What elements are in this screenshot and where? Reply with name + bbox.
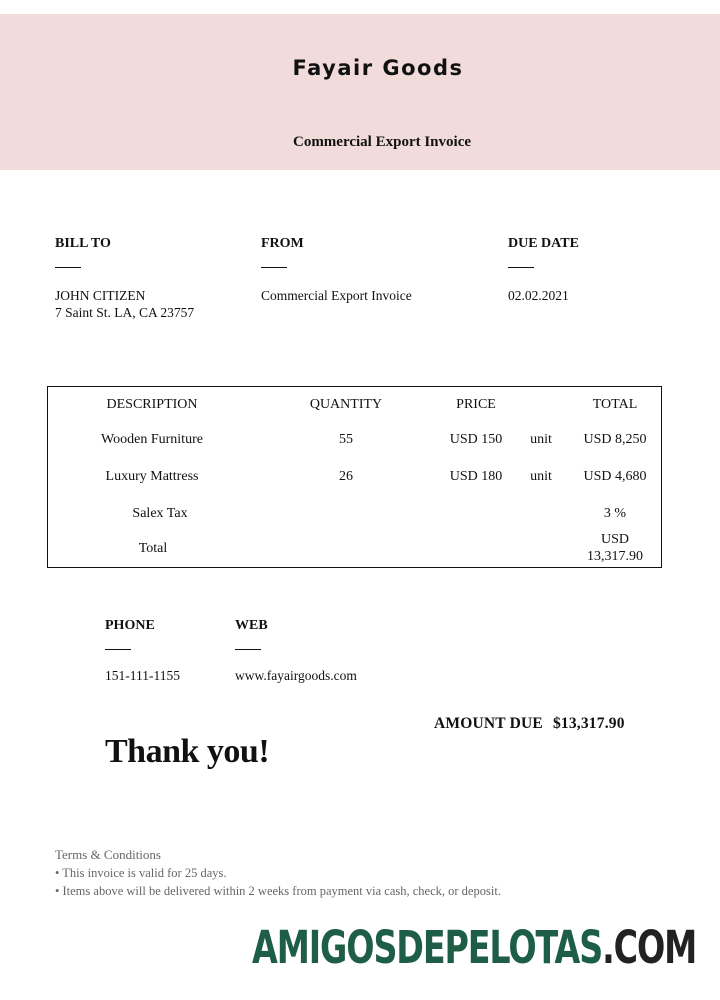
- web-divider: [235, 649, 261, 650]
- amount-due-value: $13,317.90: [552, 715, 625, 732]
- row-1-quantity: 55: [339, 432, 353, 447]
- row-1-description: Wooden Furniture: [101, 432, 203, 447]
- bill-to-address: 7 Saint St. LA, CA 23757: [55, 305, 195, 320]
- site-watermark: [252, 921, 696, 974]
- phone-divider: [105, 649, 131, 650]
- web-label: WEB: [235, 618, 268, 633]
- thank-you-message: Thank you!: [105, 733, 270, 770]
- invoice-header: [0, 14, 720, 170]
- watermark-tld: .COM: [601, 921, 696, 974]
- tax-label: Salex Tax: [132, 506, 188, 521]
- terms-list: [55, 865, 501, 900]
- line-items-table: [47, 386, 662, 568]
- phone-value: 151-111-1155: [105, 668, 180, 683]
- header-quantity: QUANTITY: [309, 397, 383, 412]
- header-description: DESCRIPTION: [106, 397, 198, 412]
- amount-due: [434, 715, 625, 733]
- from-value: Commercial Export Invoice: [261, 288, 412, 303]
- amount-due-label: AMOUNT DUE: [434, 715, 543, 732]
- row-2-unit: unit: [530, 469, 552, 484]
- bill-to-name: JOHN CITIZEN: [55, 288, 146, 303]
- grand-total-amount: 13,317.90: [587, 549, 643, 564]
- row-2-quantity: 26: [339, 469, 353, 484]
- terms-item: • Items above will be delivered within 2 weeks from payment via cash, check, or deposit.: [55, 883, 501, 898]
- row-1-total: USD 8,250: [583, 432, 647, 447]
- row-1-price: USD 150: [449, 432, 503, 447]
- header-price: PRICE: [456, 397, 496, 412]
- web-value[interactable]: www.fayairgoods.com: [235, 668, 357, 683]
- tax-value: 3 %: [603, 506, 627, 521]
- grand-total-currency: USD: [600, 532, 629, 547]
- watermark-main: AMIGOSDEPELOTAS: [251, 921, 602, 974]
- due-date-value: 02.02.2021: [508, 288, 569, 303]
- terms-title: Terms & Conditions: [55, 847, 161, 862]
- row-2-price: USD 180: [449, 469, 503, 484]
- company-name: Fayair Goods: [292, 56, 464, 80]
- bill-to-divider: [55, 267, 81, 268]
- row-1-unit: unit: [530, 432, 552, 447]
- document-title: Commercial Export Invoice: [292, 134, 472, 150]
- due-date-divider: [508, 267, 534, 268]
- from-divider: [261, 267, 287, 268]
- from-label: FROM: [261, 236, 304, 251]
- phone-label: PHONE: [105, 618, 155, 633]
- terms-item: • This invoice is valid for 25 days.: [55, 866, 227, 880]
- due-date-label: DUE DATE: [508, 236, 579, 251]
- bill-to-label: BILL TO: [55, 236, 111, 251]
- grand-total-value: [587, 531, 643, 565]
- total-label: Total: [138, 541, 168, 556]
- row-2-total: USD 4,680: [583, 469, 647, 484]
- row-2-description: Luxury Mattress: [105, 469, 199, 484]
- header-total: TOTAL: [592, 397, 638, 412]
